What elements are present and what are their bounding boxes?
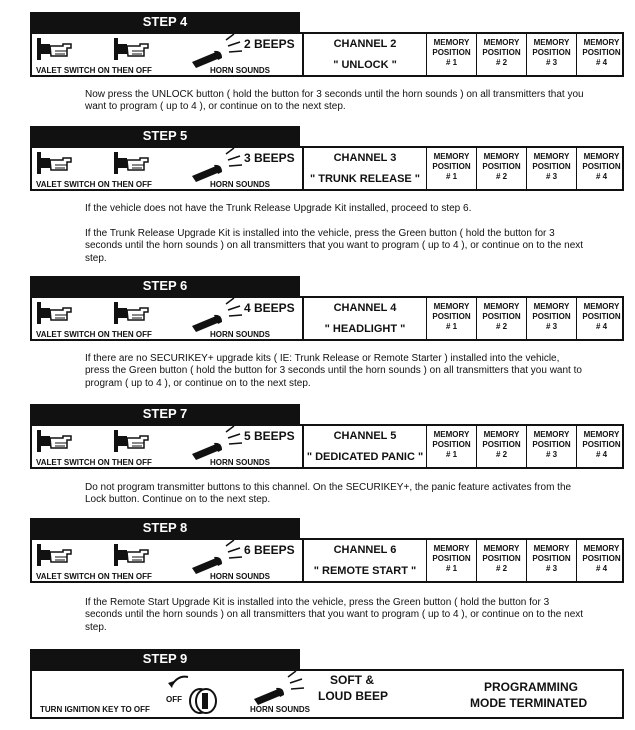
position-number: # 1	[445, 172, 458, 181]
horn-icon	[188, 426, 246, 460]
position-label: POSITION	[482, 312, 521, 321]
valet-switch-off-icon	[114, 542, 154, 568]
step-title: STEP 5	[30, 126, 300, 146]
memory-label: MEMORY	[433, 152, 470, 161]
horn-icon	[250, 671, 308, 705]
instruction-text: Do not program transmitter buttons to this channel. On the SECURIKEY+, the panic feature activates from the Lock button. Continue on to the next step.	[85, 482, 572, 506]
step-4	[30, 12, 624, 77]
position-label: POSITION	[582, 48, 621, 57]
position-label: POSITION	[582, 162, 621, 171]
channel-function: " TRUNK RELEASE "	[309, 173, 421, 185]
position-number: # 1	[445, 450, 458, 459]
step-5	[30, 126, 624, 191]
memory-position-1	[426, 34, 476, 75]
position-label: POSITION	[582, 554, 621, 563]
memory-label: MEMORY	[433, 430, 470, 439]
position-label: POSITION	[432, 440, 471, 449]
memory-position-3	[526, 426, 576, 467]
memory-position-4	[576, 540, 626, 581]
memory-position-3	[526, 540, 576, 581]
channel-number: CHANNEL 5	[333, 430, 397, 442]
memory-position-2	[476, 34, 526, 75]
position-number: # 4	[595, 172, 608, 181]
position-label: POSITION	[482, 162, 521, 171]
horn-icon	[188, 34, 246, 68]
step-diagram	[30, 424, 624, 469]
valet-switch-on-icon	[37, 300, 77, 326]
memory-position-3	[526, 34, 576, 75]
step-diagram	[30, 32, 624, 77]
memory-label: MEMORY	[483, 544, 520, 553]
instruction-text: If the Remote Start Upgrade Kit is installed into the vehicle, press the Green button ( hold the button for 3 seconds until the horn sounds ) on all transmitters that you want to program ( up to 4 ), or continue on to the next step.	[85, 597, 584, 633]
valet-switch-off-icon	[114, 36, 154, 62]
memory-label: MEMORY	[483, 38, 520, 47]
result-line-1: PROGRAMMING	[484, 680, 578, 694]
position-number: # 3	[545, 322, 558, 331]
position-number: # 2	[495, 564, 508, 573]
channel-number: CHANNEL 3	[333, 152, 397, 164]
memory-position-4	[576, 426, 626, 467]
memory-label: MEMORY	[533, 544, 570, 553]
channel-number: CHANNEL 4	[333, 302, 397, 314]
off-label: OFF	[166, 695, 182, 704]
memory-position-1	[426, 298, 476, 339]
channel-function: " UNLOCK "	[333, 59, 397, 71]
memory-position-2	[476, 426, 526, 467]
memory-label: MEMORY	[483, 152, 520, 161]
step-diagram	[30, 146, 624, 191]
position-number: # 1	[445, 58, 458, 67]
valet-switch-label: VALET SWITCH ON THEN OFF	[36, 330, 152, 339]
memory-position-4	[576, 148, 626, 189]
step-diagram	[30, 669, 624, 719]
position-label: POSITION	[582, 440, 621, 449]
memory-label: MEMORY	[533, 152, 570, 161]
beep-type-line-1: SOFT &	[330, 673, 374, 687]
memory-position-3	[526, 298, 576, 339]
memory-label: MEMORY	[583, 544, 620, 553]
channel-cell	[302, 298, 426, 339]
memory-label: MEMORY	[433, 302, 470, 311]
horn-sounds-label: HORN SOUNDS	[210, 180, 271, 189]
result-line-2: MODE TERMINATED	[470, 696, 588, 710]
channel-function: " DEDICATED PANIC "	[306, 451, 424, 463]
channel-function: " HEADLIGHT "	[324, 323, 406, 335]
memory-label: MEMORY	[483, 430, 520, 439]
memory-position-2	[476, 298, 526, 339]
position-number: # 1	[445, 564, 458, 573]
valet-switch-on-icon	[37, 36, 77, 62]
position-label: POSITION	[482, 48, 521, 57]
position-number: # 4	[595, 58, 608, 67]
memory-position-1	[426, 426, 476, 467]
memory-position-4	[576, 34, 626, 75]
memory-label: MEMORY	[433, 38, 470, 47]
action-panel	[32, 34, 302, 75]
memory-label: MEMORY	[533, 38, 570, 47]
memory-label: MEMORY	[583, 302, 620, 311]
memory-position-4	[576, 298, 626, 339]
memory-label: MEMORY	[533, 430, 570, 439]
instruction-text: If there are no SECURIKEY+ upgrade kits ( IE: Trunk Release or Remote Starter ) installed into the vehicle, press the Green button ( hold the button for 3 seconds until the horn sounds ) on all transmitters that you want to program ( up to 4 ), or continue on to the next step.	[85, 353, 582, 389]
position-number: # 4	[595, 564, 608, 573]
memory-position-2	[476, 540, 526, 581]
memory-label: MEMORY	[433, 544, 470, 553]
memory-label: MEMORY	[583, 152, 620, 161]
step-7	[30, 404, 624, 469]
beeps-count: 4 BEEPS	[244, 301, 295, 315]
valet-switch-label: VALET SWITCH ON THEN OFF	[36, 458, 152, 467]
beep-type-line-2: LOUD BEEP	[318, 689, 389, 703]
position-label: POSITION	[432, 312, 471, 321]
horn-sounds-label: HORN SOUNDS	[250, 705, 311, 714]
position-number: # 2	[495, 450, 508, 459]
horn-sounds-label: HORN SOUNDS	[210, 66, 271, 75]
channel-cell	[302, 426, 426, 467]
position-label: POSITION	[532, 162, 571, 171]
step-title: STEP 6	[30, 276, 300, 296]
horn-sounds-label: HORN SOUNDS	[210, 572, 271, 581]
valet-switch-off-icon	[114, 428, 154, 454]
position-number: # 2	[495, 58, 508, 67]
horn-icon	[188, 148, 246, 182]
beeps-count: 5 BEEPS	[244, 429, 295, 443]
instruction-text: If the Trunk Release Upgrade Kit is installed into the vehicle, press the Green button ( hold the button for 3 seconds until the horn sounds ) on all transmitters that you want to program ( up to 4 ), or continue on to the next step.	[85, 228, 584, 264]
horn-sounds-label: HORN SOUNDS	[210, 458, 271, 467]
step-diagram	[30, 538, 624, 583]
position-number: # 3	[545, 58, 558, 67]
valet-switch-label: VALET SWITCH ON THEN OFF	[36, 66, 152, 75]
valet-switch-on-icon	[37, 150, 77, 176]
step-9	[30, 649, 624, 719]
channel-number: CHANNEL 6	[333, 544, 397, 556]
channel-cell	[302, 34, 426, 75]
action-panel	[32, 426, 302, 467]
memory-position-1	[426, 540, 476, 581]
beeps-count: 2 BEEPS	[244, 37, 295, 51]
memory-label: MEMORY	[583, 38, 620, 47]
valet-switch-on-icon	[37, 428, 77, 454]
position-label: POSITION	[432, 162, 471, 171]
ignition-label: TURN IGNITION KEY TO OFF	[40, 705, 150, 714]
memory-label: MEMORY	[483, 302, 520, 311]
step-diagram	[30, 296, 624, 341]
position-label: POSITION	[532, 48, 571, 57]
position-label: POSITION	[432, 554, 471, 563]
channel-cell	[302, 148, 426, 189]
position-number: # 3	[545, 172, 558, 181]
channel-cell	[302, 540, 426, 581]
valet-switch-off-icon	[114, 150, 154, 176]
memory-position-2	[476, 148, 526, 189]
ignition-key-icon	[160, 671, 230, 715]
position-label: POSITION	[532, 440, 571, 449]
step-title: STEP 4	[30, 12, 300, 32]
position-label: POSITION	[532, 312, 571, 321]
position-number: # 2	[495, 322, 508, 331]
position-number: # 1	[445, 322, 458, 331]
position-number: # 3	[545, 564, 558, 573]
instruction-text: If the vehicle does not have the Trunk Release Upgrade Kit installed, proceed to step 6.	[85, 203, 472, 214]
beeps-count: 3 BEEPS	[244, 151, 295, 165]
position-number: # 2	[495, 172, 508, 181]
horn-icon	[188, 540, 246, 574]
position-label: POSITION	[582, 312, 621, 321]
action-panel	[32, 148, 302, 189]
valet-switch-off-icon	[114, 300, 154, 326]
step-6	[30, 276, 624, 341]
position-number: # 3	[545, 450, 558, 459]
instruction-text: Now press the UNLOCK button ( hold the button for 3 seconds until the horn sounds ) on all transmitters that you want to program ( up to 4 ), or continue on to the next step.	[85, 89, 584, 113]
step-title: STEP 8	[30, 518, 300, 538]
position-number: # 4	[595, 322, 608, 331]
valet-switch-on-icon	[37, 542, 77, 568]
step-8	[30, 518, 624, 583]
position-label: POSITION	[432, 48, 471, 57]
channel-number: CHANNEL 2	[333, 38, 397, 50]
memory-position-1	[426, 148, 476, 189]
action-panel	[32, 540, 302, 581]
position-number: # 4	[595, 450, 608, 459]
position-label: POSITION	[482, 554, 521, 563]
memory-label: MEMORY	[533, 302, 570, 311]
step-title: STEP 7	[30, 404, 300, 424]
horn-icon	[188, 298, 246, 332]
memory-position-3	[526, 148, 576, 189]
channel-function: " REMOTE START "	[313, 565, 417, 577]
valet-switch-label: VALET SWITCH ON THEN OFF	[36, 572, 152, 581]
valet-switch-label: VALET SWITCH ON THEN OFF	[36, 180, 152, 189]
action-panel	[32, 298, 302, 339]
step-title: STEP 9	[30, 649, 300, 669]
position-label: POSITION	[532, 554, 571, 563]
beeps-count: 6 BEEPS	[244, 543, 295, 557]
memory-label: MEMORY	[583, 430, 620, 439]
position-label: POSITION	[482, 440, 521, 449]
horn-sounds-label: HORN SOUNDS	[210, 330, 271, 339]
